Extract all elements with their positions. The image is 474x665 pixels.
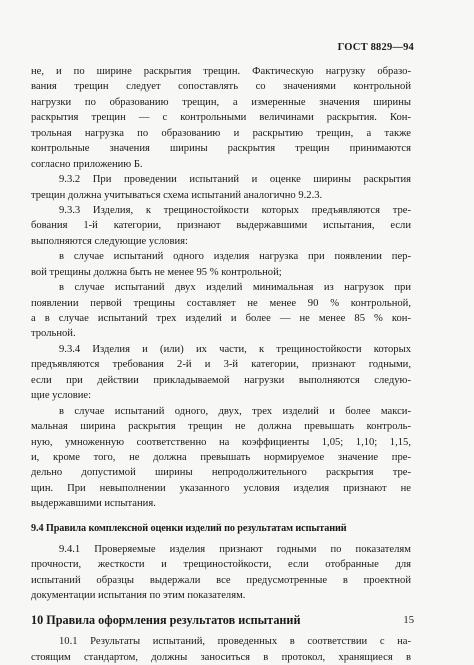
text-line: раскрытия трещин — с контрольными величинами раскрытия. Кон- xyxy=(31,112,411,124)
text-line: вой трещины должна быть не менее 95 % контрольной; xyxy=(31,266,282,278)
text-line: выдержавшими испытания. xyxy=(31,498,156,510)
text-line: щин. При невыполнении указанного условия изделия признают не xyxy=(31,482,411,494)
text-line: в случае испытаний двух изделий минимальная из нагрузок при xyxy=(59,282,411,294)
text-line: бования 1-й категории, признают выдержавшими испытания, если xyxy=(31,220,411,232)
text-line: не, и по ширине раскрытия трещин. Фактическую нагрузку образо- xyxy=(31,66,411,77)
text-line: стоящим стандартом, должны заноситься в протокол, хранящиеся в xyxy=(31,651,411,663)
text-line: а в случае испытаний трех изделий и более — не менее 85 % кон- xyxy=(31,313,411,324)
text-line: испытаний образцы выдержали все предусмотренные в проектной xyxy=(31,574,411,586)
text-line: 9.3.3 Изделия, к трещиностойкости которых предъявляются тре- xyxy=(59,204,411,216)
text-line: ную, умноженную соответственно на коэффициенты 1,05; 1,10; 1,15, xyxy=(31,436,411,448)
body-text xyxy=(31,64,411,665)
text-line: в случае испытаний одного изделия нагрузка при появлении пер- xyxy=(59,251,411,263)
paragraph-continued xyxy=(31,64,411,172)
text-line: в случае испытаний одного, двух, трех изделий и более макси- xyxy=(59,405,411,417)
paragraph-9-3-3-multi-item xyxy=(31,280,411,342)
text-line: выполняются следующие условия: xyxy=(31,235,188,247)
text-line: контрольные значения ширины раскрытия трещин принимаются xyxy=(31,143,411,155)
paragraph-9-3-4-condition xyxy=(31,404,411,512)
text-line: и, кроме того, не должна превышать нормируемое значение пре- xyxy=(31,451,411,463)
text-line: вания трещин следует сопоставлять со значениями контрольной xyxy=(31,81,411,93)
text-line: нагрузки по образованию трещин, а измеренные значения ширины xyxy=(31,96,411,108)
text-line: трольной. xyxy=(31,328,76,340)
text-line: щие условие: xyxy=(31,390,92,402)
text-line: если при действии прикладываемой нагрузки выполняются следую- xyxy=(31,374,411,386)
text-line: трещин должна учитываться схема испытаний аналогично 9.2.3. xyxy=(31,189,323,201)
paragraph-10-1 xyxy=(31,634,411,665)
text-line: дельно допустимой ширины непродолжительного раскрытия тре- xyxy=(31,467,411,479)
text-line: предъявляются требования 2-й и 3-й категории, признают годными, xyxy=(31,359,411,371)
paragraph-9-3-3-single-item xyxy=(31,249,411,280)
paragraph-9-3-4 xyxy=(31,342,411,404)
text-line: 9.4.1 Проверяемые изделия признают годными по показателям xyxy=(59,543,411,555)
text-line: 9.3.2 При проведении испытаний и оценке ширины раскрытия xyxy=(59,174,411,186)
text-line: 10.1 Результаты испытаний, проведенных в соответствии с на- xyxy=(59,636,411,648)
section-heading-10: 10 Правила оформления результатов испытаний xyxy=(31,613,301,628)
subsection-heading-9-4: 9.4 Правила комплексной оценки изделий по результатам испытаний xyxy=(31,522,347,534)
text-line: прочности, жесткости и трещиностойкости, если отобранные для xyxy=(31,559,411,571)
page-number: 15 xyxy=(403,615,414,626)
paragraph-9-3-2 xyxy=(31,172,411,203)
paragraph-9-4-1 xyxy=(31,542,411,604)
text-line: документации испытания по этим показателям. xyxy=(31,590,246,601)
text-line: появлении первой трещины составляет не менее 90 % контрольной, xyxy=(31,297,411,309)
text-line: мальная ширина раскрытия трещин не должна превышать контроль- xyxy=(31,421,411,433)
document-code-header: ГОСТ 8829—94 xyxy=(337,42,414,53)
text-line: 9.3.4 Изделия и (или) их части, к трещиностойкости которых xyxy=(59,343,411,355)
text-line: согласно приложению Б. xyxy=(31,158,143,170)
text-line: трольная нагрузка по образованию и раскрытию трещин, а также xyxy=(31,127,411,139)
paragraph-9-3-3 xyxy=(31,203,411,249)
